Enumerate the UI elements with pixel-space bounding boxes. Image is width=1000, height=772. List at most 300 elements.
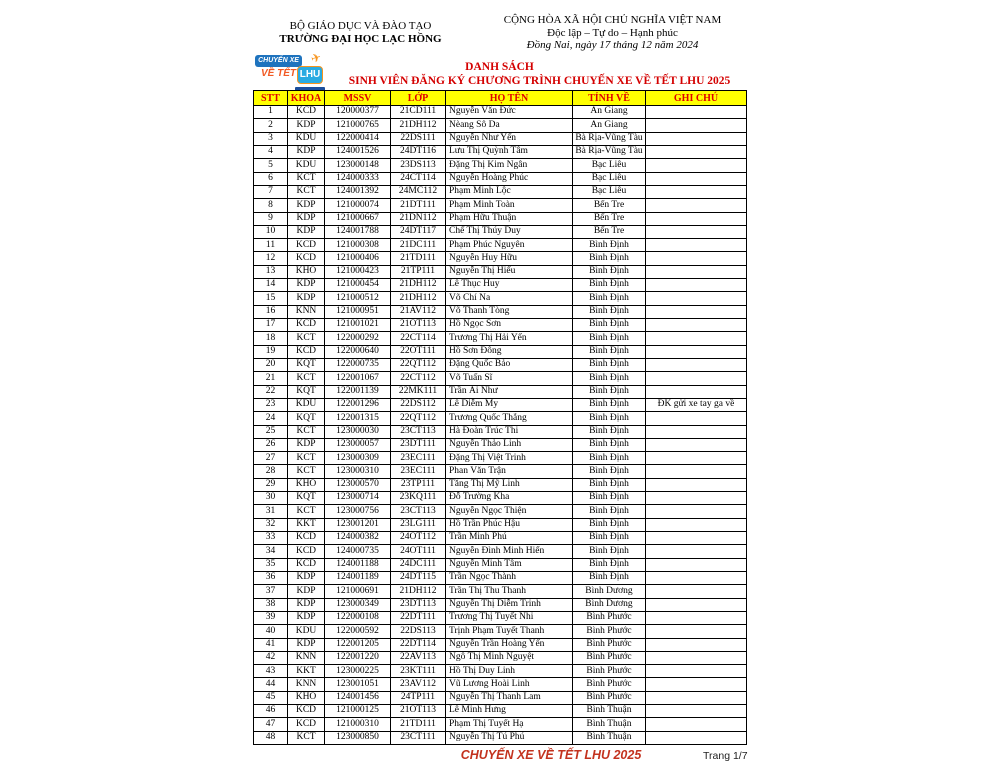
cell-tinhve: Bình Thuận (573, 731, 646, 744)
logo-ve-tet-label: VỀ TẾT (261, 68, 297, 79)
cell-hoten: Võ Chí Na (446, 292, 573, 305)
cell-lop: 23KQ111 (391, 492, 446, 505)
cell-lop: 21OT113 (391, 319, 446, 332)
cell-hoten: Đỗ Trường Kha (446, 492, 573, 505)
cell-ghichu (646, 332, 747, 345)
cell-lop: 22DS111 (391, 132, 446, 145)
cell-mssv: 123001051 (325, 678, 391, 691)
cell-khoa: KDP (288, 585, 325, 598)
cell-hoten: Hồ Sơn Đông (446, 345, 573, 358)
cell-hoten: Nguyễn Huy Hữu (446, 252, 573, 265)
cell-ghichu (646, 385, 747, 398)
cell-mssv: 121000765 (325, 119, 391, 132)
table-row (254, 611, 747, 624)
republic-line: CỘNG HÒA XÃ HỘI CHỦ NGHĨA VIỆT NAM (503, 14, 722, 26)
cell-ghichu (646, 651, 747, 664)
cell-tinhve: Bình Định (573, 505, 646, 518)
table-row (254, 199, 747, 212)
cell-mssv: 121000667 (325, 212, 391, 225)
cell-lop: 22DS113 (391, 625, 446, 638)
cell-ghichu (646, 478, 747, 491)
table-row (254, 571, 747, 584)
cell-stt: 25 (254, 425, 288, 438)
cell-lop: 22OT111 (391, 345, 446, 358)
cell-ghichu (646, 691, 747, 704)
cell-hoten: Nguyễn Hoàng Phúc (446, 172, 573, 185)
cell-mssv: 121000125 (325, 705, 391, 718)
cell-ghichu (646, 678, 747, 691)
cell-mssv: 124001526 (325, 145, 391, 158)
cell-lop: 23CT113 (391, 505, 446, 518)
cell-hoten: Hà Đoàn Trúc Thi (446, 425, 573, 438)
cell-khoa: KCT (288, 452, 325, 465)
cell-ghichu: ĐK gửi xe tay ga về (646, 398, 747, 411)
cell-khoa: KCT (288, 731, 325, 744)
cell-ghichu (646, 412, 747, 425)
cell-mssv: 124000333 (325, 172, 391, 185)
cell-tinhve: Bến Tre (573, 225, 646, 238)
cell-mssv: 121001021 (325, 319, 391, 332)
cell-khoa: KCD (288, 239, 325, 252)
cell-stt: 41 (254, 638, 288, 651)
table-row (254, 532, 747, 545)
cell-mssv: 121000308 (325, 239, 391, 252)
cell-hoten: Hồ Ngọc Sơn (446, 319, 573, 332)
cell-tinhve: Bình Phước (573, 678, 646, 691)
cell-khoa: KDP (288, 438, 325, 451)
cell-tinhve: Bình Định (573, 292, 646, 305)
cell-stt: 45 (254, 691, 288, 704)
cell-ghichu (646, 705, 747, 718)
cell-lop: 22DT111 (391, 611, 446, 624)
cell-mssv: 123001201 (325, 518, 391, 531)
table-row (254, 319, 747, 332)
cell-khoa: KKT (288, 518, 325, 531)
page-number: Trang 1/7 (703, 750, 748, 762)
cell-stt: 10 (254, 225, 288, 238)
cell-stt: 42 (254, 651, 288, 664)
cell-hoten: Nguyễn Thị Diễm Trinh (446, 598, 573, 611)
cell-lop: 23CT113 (391, 425, 446, 438)
table-row (254, 638, 747, 651)
cell-khoa: KDP (288, 279, 325, 292)
cell-tinhve: Bình Định (573, 425, 646, 438)
cell-tinhve: Bình Định (573, 478, 646, 491)
cell-khoa: KCT (288, 372, 325, 385)
cell-hoten: Trần Ái Như (446, 385, 573, 398)
cell-khoa: KCD (288, 252, 325, 265)
cell-tinhve: Bạc Liêu (573, 172, 646, 185)
cell-tinhve: Bình Phước (573, 651, 646, 664)
cell-ghichu (646, 172, 747, 185)
cell-tinhve: Bình Định (573, 412, 646, 425)
cell-stt: 1 (254, 106, 288, 119)
cell-khoa: KDP (288, 292, 325, 305)
cell-stt: 17 (254, 319, 288, 332)
cell-stt: 14 (254, 279, 288, 292)
motto-line: Độc lập – Tự do – Hạnh phúc (547, 26, 678, 39)
cell-tinhve: Bình Thuận (573, 705, 646, 718)
cell-khoa: KCT (288, 465, 325, 478)
table-row (254, 585, 747, 598)
cell-ghichu (646, 239, 747, 252)
cell-lop: 21OT113 (391, 705, 446, 718)
cell-ghichu (646, 718, 747, 731)
cell-ghichu (646, 279, 747, 292)
cell-ghichu (646, 145, 747, 158)
cell-mssv: 123000570 (325, 478, 391, 491)
cell-stt: 34 (254, 545, 288, 558)
table-row (254, 705, 747, 718)
cell-ghichu (646, 119, 747, 132)
cell-mssv: 122000414 (325, 132, 391, 145)
cell-stt: 24 (254, 412, 288, 425)
cell-khoa: KCD (288, 106, 325, 119)
cell-lop: 22CT114 (391, 332, 446, 345)
table-row (254, 345, 747, 358)
cell-stt: 35 (254, 558, 288, 571)
cell-tinhve: Bình Định (573, 239, 646, 252)
cell-hoten: Nèang Sô Da (446, 119, 573, 132)
cell-khoa: KCT (288, 425, 325, 438)
cell-mssv: 121000310 (325, 718, 391, 731)
cell-khoa: KDU (288, 398, 325, 411)
cell-stt: 11 (254, 239, 288, 252)
cell-tinhve: Bình Định (573, 492, 646, 505)
table-row (254, 478, 747, 491)
cell-lop: 23EC111 (391, 452, 446, 465)
cell-mssv: 121000074 (325, 199, 391, 212)
cell-tinhve: An Giang (573, 119, 646, 132)
cell-tinhve: Bình Định (573, 385, 646, 398)
cell-khoa: KCD (288, 718, 325, 731)
table-row (254, 412, 747, 425)
cell-lop: 21CD111 (391, 106, 446, 119)
cell-stt: 44 (254, 678, 288, 691)
cell-tinhve: Bình Định (573, 252, 646, 265)
cell-stt: 26 (254, 438, 288, 451)
cell-mssv: 122000108 (325, 611, 391, 624)
cell-ghichu (646, 372, 747, 385)
cell-lop: 24DT115 (391, 571, 446, 584)
cell-ghichu (646, 106, 747, 119)
cell-stt: 6 (254, 172, 288, 185)
table-row (254, 225, 747, 238)
cell-hoten: Vũ Lương Hoài Linh (446, 678, 573, 691)
cell-hoten: Ngô Thị Minh Nguyệt (446, 651, 573, 664)
cell-khoa: KDP (288, 225, 325, 238)
cell-khoa: KQT (288, 492, 325, 505)
cell-lop: 23DT113 (391, 598, 446, 611)
cell-mssv: 124001189 (325, 571, 391, 584)
cell-ghichu (646, 505, 747, 518)
cell-ghichu (646, 558, 747, 571)
cell-mssv: 123000057 (325, 438, 391, 451)
table-row (254, 425, 747, 438)
cell-mssv: 123000225 (325, 665, 391, 678)
cell-hoten: Nguyễn Thị Thanh Lam (446, 691, 573, 704)
table-row (254, 292, 747, 305)
cell-lop: 21DH112 (391, 292, 446, 305)
plane-icon: ✈ (309, 49, 323, 67)
cell-hoten: Nguyễn Thị Tú Phú (446, 731, 573, 744)
university-line: TRƯỜNG ĐẠI HỌC LẠC HỒNG (279, 33, 442, 45)
logo-lhu-label: LHU (297, 66, 323, 84)
cell-stt: 7 (254, 185, 288, 198)
cell-stt: 18 (254, 332, 288, 345)
footer-slogan: CHUYẾN XE VỀ TẾT LHU 2025 (460, 748, 642, 762)
table-row (254, 678, 747, 691)
cell-tinhve: Bình Phước (573, 665, 646, 678)
cell-hoten: Võ Tuấn Sĩ (446, 372, 573, 385)
cell-mssv: 122001220 (325, 651, 391, 664)
cell-tinhve: Bình Định (573, 358, 646, 371)
cell-hoten: Trương Thị Hải Yến (446, 332, 573, 345)
cell-tinhve: Bình Định (573, 545, 646, 558)
table-row (254, 172, 747, 185)
cell-ghichu (646, 199, 747, 212)
cell-stt: 43 (254, 665, 288, 678)
date-place-line: Đồng Nai, ngày 17 tháng 12 năm 2024 (526, 39, 699, 51)
table-row (254, 385, 747, 398)
table-row (254, 492, 747, 505)
cell-tinhve: Bình Định (573, 518, 646, 531)
cell-tinhve: Bến Tre (573, 199, 646, 212)
cell-khoa: KDP (288, 571, 325, 584)
cell-mssv: 124000382 (325, 532, 391, 545)
cell-lop: 22QT112 (391, 358, 446, 371)
col-header-stt: STT (254, 91, 288, 106)
cell-stt: 9 (254, 212, 288, 225)
cell-stt: 2 (254, 119, 288, 132)
table-row (254, 145, 747, 158)
doc-subtitle: SINH VIÊN ĐĂNG KÝ CHƯƠNG TRÌNH CHUYẾN XE VỀ TẾT LHU 2025 (348, 75, 731, 87)
cell-stt: 31 (254, 505, 288, 518)
cell-khoa: KDP (288, 212, 325, 225)
cell-stt: 20 (254, 358, 288, 371)
cell-mssv: 122001296 (325, 398, 391, 411)
cell-lop: 24DC111 (391, 558, 446, 571)
cell-mssv: 124001188 (325, 558, 391, 571)
document-title-block (253, 61, 746, 87)
cell-ghichu (646, 212, 747, 225)
cell-khoa: KDP (288, 119, 325, 132)
cell-mssv: 122001067 (325, 372, 391, 385)
table-row (254, 185, 747, 198)
table-row (254, 252, 747, 265)
cell-tinhve: Bà Rịa-Vũng Tàu (573, 145, 646, 158)
cell-hoten: Trương Quốc Thắng (446, 412, 573, 425)
cell-tinhve: Bạc Liêu (573, 185, 646, 198)
cell-hoten: Hồ Thị Duy Linh (446, 665, 573, 678)
cell-tinhve: Bình Định (573, 265, 646, 278)
table-row (254, 731, 747, 744)
cell-mssv: 123000349 (325, 598, 391, 611)
table-row (254, 505, 747, 518)
cell-stt: 8 (254, 199, 288, 212)
cell-ghichu (646, 305, 747, 318)
cell-khoa: KCT (288, 185, 325, 198)
cell-stt: 23 (254, 398, 288, 411)
col-header-ghichu: GHI CHÚ (646, 91, 747, 106)
table-row (254, 398, 747, 411)
cell-mssv: 121000423 (325, 265, 391, 278)
cell-mssv: 122000592 (325, 625, 391, 638)
cell-hoten: Chế Thị Thúy Duy (446, 225, 573, 238)
cell-khoa: KQT (288, 358, 325, 371)
cell-ghichu (646, 585, 747, 598)
cell-tinhve: Bình Định (573, 558, 646, 571)
table-row (254, 545, 747, 558)
cell-hoten: Đặng Thị Kim Ngân (446, 159, 573, 172)
cell-khoa: KDP (288, 199, 325, 212)
cell-ghichu (646, 665, 747, 678)
table-row (254, 625, 747, 638)
cell-lop: 21DH112 (391, 279, 446, 292)
cell-tinhve: Bình Định (573, 465, 646, 478)
cell-khoa: KCD (288, 545, 325, 558)
cell-tinhve: Bình Dương (573, 598, 646, 611)
cell-ghichu (646, 292, 747, 305)
cell-hoten: Trần Minh Phú (446, 532, 573, 545)
cell-ghichu (646, 185, 747, 198)
cell-lop: 22DT114 (391, 638, 446, 651)
cell-stt: 33 (254, 532, 288, 545)
cell-ghichu (646, 159, 747, 172)
cell-tinhve: Bình Định (573, 398, 646, 411)
table-row (254, 518, 747, 531)
cell-khoa: KKT (288, 665, 325, 678)
cell-mssv: 123000850 (325, 731, 391, 744)
cell-lop: 24MC112 (391, 185, 446, 198)
cell-ghichu (646, 225, 747, 238)
logo-chuyen-xe-label: CHUYẾN XE (255, 55, 302, 67)
col-header-tinhve: TỈNH VỀ (573, 91, 646, 106)
cell-tinhve: Bình Phước (573, 691, 646, 704)
table-row (254, 132, 747, 145)
cell-stt: 4 (254, 145, 288, 158)
cell-lop: 21DH112 (391, 585, 446, 598)
cell-khoa: KCT (288, 332, 325, 345)
col-header-mssv: MSSV (325, 91, 391, 106)
cell-khoa: KHO (288, 265, 325, 278)
cell-khoa: KHO (288, 691, 325, 704)
cell-khoa: KDU (288, 132, 325, 145)
cell-stt: 29 (254, 478, 288, 491)
cell-khoa: KDP (288, 611, 325, 624)
cell-mssv: 122001205 (325, 638, 391, 651)
cell-stt: 27 (254, 452, 288, 465)
cell-tinhve: Bình Định (573, 345, 646, 358)
cell-hoten: Phạm Minh Lộc (446, 185, 573, 198)
cell-lop: 22DS112 (391, 398, 446, 411)
cell-ghichu (646, 452, 747, 465)
cell-ghichu (646, 545, 747, 558)
cell-ghichu (646, 518, 747, 531)
cell-ghichu (646, 731, 747, 744)
cell-stt: 28 (254, 465, 288, 478)
cell-khoa: KDU (288, 625, 325, 638)
cell-khoa: KDU (288, 159, 325, 172)
cell-mssv: 122000735 (325, 358, 391, 371)
cell-mssv: 121000951 (325, 305, 391, 318)
cell-hoten: Lưu Thị Quỳnh Tâm (446, 145, 573, 158)
cell-hoten: Nguyễn Thị Hiếu (446, 265, 573, 278)
cell-mssv: 123000714 (325, 492, 391, 505)
cell-khoa: KQT (288, 412, 325, 425)
cell-lop: 23EC111 (391, 465, 446, 478)
cell-mssv: 122000640 (325, 345, 391, 358)
cell-khoa: KCD (288, 319, 325, 332)
doc-title: DANH SÁCH (465, 61, 534, 73)
cell-stt: 46 (254, 705, 288, 718)
cell-stt: 38 (254, 598, 288, 611)
cell-stt: 39 (254, 611, 288, 624)
cell-ghichu (646, 425, 747, 438)
cell-tinhve: Bình Phước (573, 625, 646, 638)
cell-stt: 40 (254, 625, 288, 638)
cell-lop: 24TP111 (391, 691, 446, 704)
cell-mssv: 123000756 (325, 505, 391, 518)
table-row (254, 212, 747, 225)
cell-stt: 47 (254, 718, 288, 731)
cell-lop: 21TD111 (391, 718, 446, 731)
cell-stt: 13 (254, 265, 288, 278)
cell-lop: 24OT111 (391, 545, 446, 558)
cell-stt: 3 (254, 132, 288, 145)
cell-hoten: Nguyễn Thảo Linh (446, 438, 573, 451)
cell-mssv: 124000735 (325, 545, 391, 558)
cell-ghichu (646, 492, 747, 505)
cell-stt: 22 (254, 385, 288, 398)
cell-khoa: KDP (288, 145, 325, 158)
student-registration-table (253, 90, 747, 745)
cell-tinhve: Bình Định (573, 571, 646, 584)
cell-tinhve: Bà Rịa-Vũng Tàu (573, 132, 646, 145)
cell-mssv: 124001392 (325, 185, 391, 198)
cell-lop: 21TP111 (391, 265, 446, 278)
table-body (254, 106, 747, 745)
cell-tinhve: Bình Định (573, 279, 646, 292)
cell-stt: 12 (254, 252, 288, 265)
table-header-row (254, 91, 747, 106)
cell-mssv: 121000454 (325, 279, 391, 292)
cell-mssv: 124001788 (325, 225, 391, 238)
table-row (254, 452, 747, 465)
cell-lop: 22MK111 (391, 385, 446, 398)
cell-khoa: KNN (288, 678, 325, 691)
cell-mssv: 122001315 (325, 412, 391, 425)
cell-khoa: KDP (288, 598, 325, 611)
cell-mssv: 123000310 (325, 465, 391, 478)
cell-ghichu (646, 319, 747, 332)
cell-mssv: 123000309 (325, 452, 391, 465)
cell-lop: 23KT111 (391, 665, 446, 678)
cell-lop: 21AV112 (391, 305, 446, 318)
cell-hoten: Đặng Thị Việt Trinh (446, 452, 573, 465)
cell-lop: 23TP111 (391, 478, 446, 491)
cell-khoa: KNN (288, 305, 325, 318)
cell-lop: 23DT111 (391, 438, 446, 451)
cell-khoa: KQT (288, 385, 325, 398)
cell-hoten: Lê Thục Huy (446, 279, 573, 292)
cell-tinhve: Bình Dương (573, 585, 646, 598)
cell-stt: 37 (254, 585, 288, 598)
cell-hoten: Nguyễn Đình Minh Hiển (446, 545, 573, 558)
cell-ghichu (646, 625, 747, 638)
cell-hoten: Hồ Trần Phúc Hậu (446, 518, 573, 531)
table-row (254, 332, 747, 345)
